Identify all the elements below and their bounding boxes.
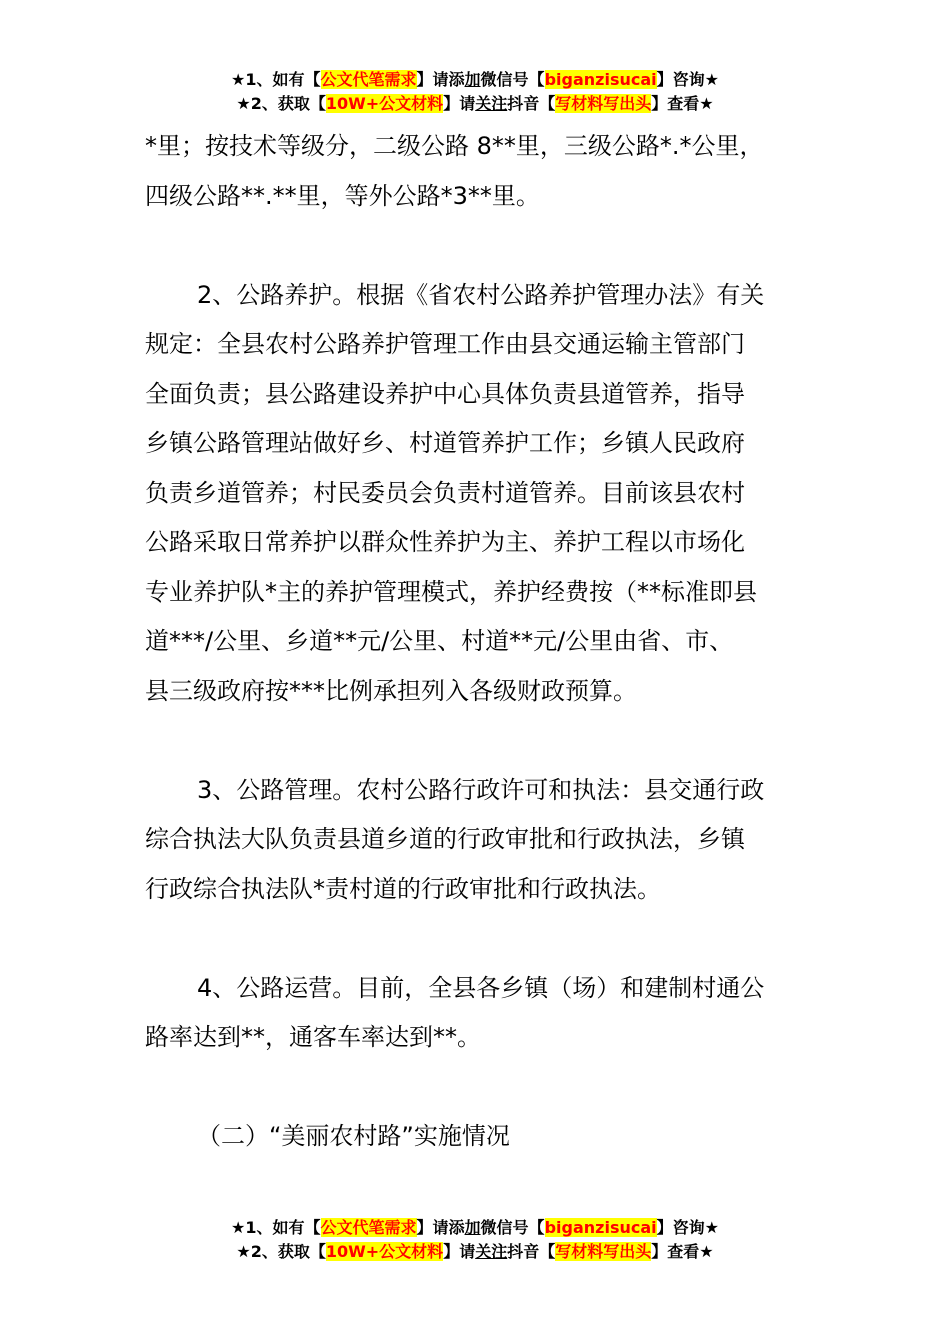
paragraph-line: 3、公路管理。农村公路行政许可和执法：县交通行政 [197, 775, 765, 804]
highlight-wechat-id: biganzisucai [544, 70, 657, 89]
paragraph-line: 四级公路**.**里，等外公路*3**里。 [145, 181, 540, 210]
paragraph-line: 公路采取日常养护以群众性养护为主、养护工程以市场化 [145, 528, 745, 556]
paragraph-line: 路率达到**，通客车率达到**。 [145, 1023, 481, 1051]
highlight-materials: 10W+公文材料 [325, 94, 444, 113]
paragraph-line: 综合执法大队负责县道乡道的行政审批和行政执法，乡镇 [145, 825, 745, 853]
paragraph-line: 规定：全县农村公路养护管理工作由县交通运输主管部门 [145, 330, 745, 358]
paragraph-line: 行政综合执法队*责村道的行政审批和行政执法。 [145, 874, 661, 903]
section-heading: （二）“美丽农村路”实施情况 [197, 1122, 510, 1150]
header-banner [0, 68, 950, 116]
paragraph-line: 负责乡道管养；村民委员会负责村道管养。目前该县农村 [145, 478, 745, 507]
banner-line-2: ★2、获取【10W+公文材料】请关注抖音【写材料写出头】查看★ [236, 94, 714, 113]
banner-line-1: ★1、如有【公文代笔需求】请添加微信号【biganzisucai】咨询★ [231, 70, 719, 89]
paragraph-line: 道***/公里、乡道**元/公里、村道**元/公里由省、市、 [145, 627, 734, 655]
paragraph-line: 县三级政府按***比例承担列入各级财政预算。 [145, 676, 637, 705]
banner-line-2: ★2、获取【10W+公文材料】请关注抖音【写材料写出头】查看★ [236, 1242, 714, 1261]
paragraph-line: 2、公路养护。根据《省农村公路养护管理办法》有关 [197, 280, 765, 309]
paragraph-line: 乡镇公路管理站做好乡、村道管养护工作；乡镇人民政府 [145, 429, 745, 457]
highlight-materials: 10W+公文材料 [325, 1242, 444, 1261]
highlight-douyin: 写材料写出头 [555, 1242, 652, 1261]
highlight-wechat-id: biganzisucai [544, 1218, 657, 1237]
highlight-service: 公文代笔需求 [320, 70, 417, 89]
document-body [145, 122, 835, 1162]
banner-line-1: ★1、如有【公文代笔需求】请添加微信号【biganzisucai】咨询★ [231, 1218, 719, 1237]
paragraph-line: *里；按技术等级分，二级公路 8**里，三级公路*.*公里， [145, 132, 764, 160]
paragraph-line: 全面负责；县公路建设养护中心具体负责县道管养，指导 [145, 379, 745, 408]
footer-banner [0, 1216, 950, 1264]
highlight-service: 公文代笔需求 [320, 1218, 417, 1237]
paragraph-line: 4、公路运营。目前，全县各乡镇（场）和建制村通公 [197, 973, 765, 1002]
highlight-douyin: 写材料写出头 [555, 94, 652, 113]
paragraph-line: 专业养护队*主的养护管理模式，养护经费按（**标准即县 [145, 577, 757, 606]
